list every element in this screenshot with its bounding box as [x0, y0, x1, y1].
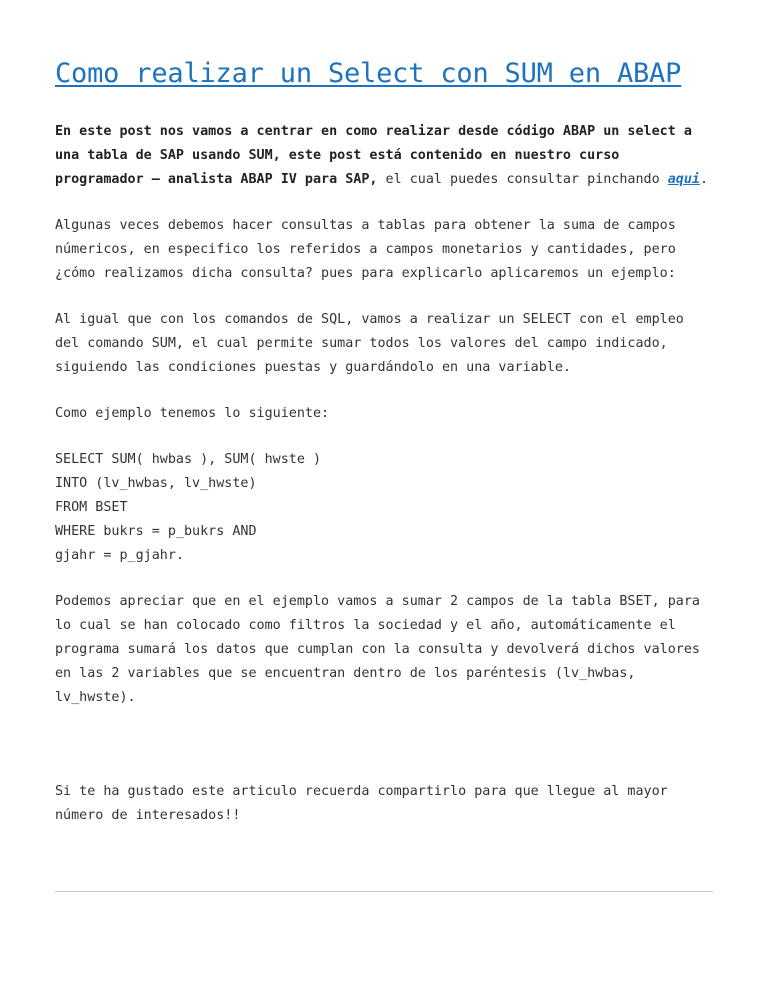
post-title-link[interactable]: Como realizar un Select con SUM en ABAP — [55, 58, 682, 89]
code-line: SELECT SUM( hwbas ), SUM( hwste ) — [55, 452, 322, 467]
code-line: INTO (lv_hwbas, lv_hwste) — [55, 476, 257, 491]
code-line: gjahr = p_gjahr. — [55, 548, 184, 563]
intro-paragraph — [55, 120, 715, 192]
paragraph-4: Como ejemplo tenemos lo siguiente: — [55, 406, 330, 421]
article — [55, 54, 715, 828]
paragraph-3: Al igual que con los comandos de SQL, vamos a realizar un SELECT con el empleo del comando SUM, el cual permite sumar todos los valores del campo indicado, siguiendo las condiciones puestas y guardándolo en una variable. — [55, 312, 684, 375]
code-line: FROM BSET — [55, 500, 128, 515]
code-line: WHERE bukrs = p_bukrs AND — [55, 524, 257, 539]
paragraph-5: Podemos apreciar que en el ejemplo vamos a sumar 2 campos de la tabla BSET, para lo cual se han colocado como filtros la sociedad y el año, automáticamente el programa sumará los datos que cumplan con la consulta y devolverá dichos valores en las 2 variables que se encuentran dentro de los paréntesis (lv_hwbas, lv_hwste). — [55, 594, 700, 705]
intro-end: . — [699, 172, 709, 187]
intro-bold-text: En este post nos vamos a centrar en como realizar desde código ABAP un select a una tabla de SAP usando SUM, este post está contenido en nuestro curso programador – analista ABAP IV para SAP, — [55, 124, 692, 187]
aqui-link[interactable]: aqui — [667, 172, 700, 187]
divider — [55, 891, 713, 892]
paragraph-2: Algunas veces debemos hacer consultas a tablas para obtener la suma de campos númericos, en especifico los referidos a campos monetarios y cantidades, pero ¿cómo realizamos dicha consulta? pues para explicarlo aplicaremos un ejemplo: — [55, 218, 676, 281]
intro-text: el cual puedes consultar pinchando — [377, 172, 668, 187]
post-title — [55, 54, 715, 94]
code-example — [55, 448, 715, 568]
paragraph-6: Si te ha gustado este articulo recuerda compartirlo para que llegue al mayor número de interesados!! — [55, 784, 668, 823]
